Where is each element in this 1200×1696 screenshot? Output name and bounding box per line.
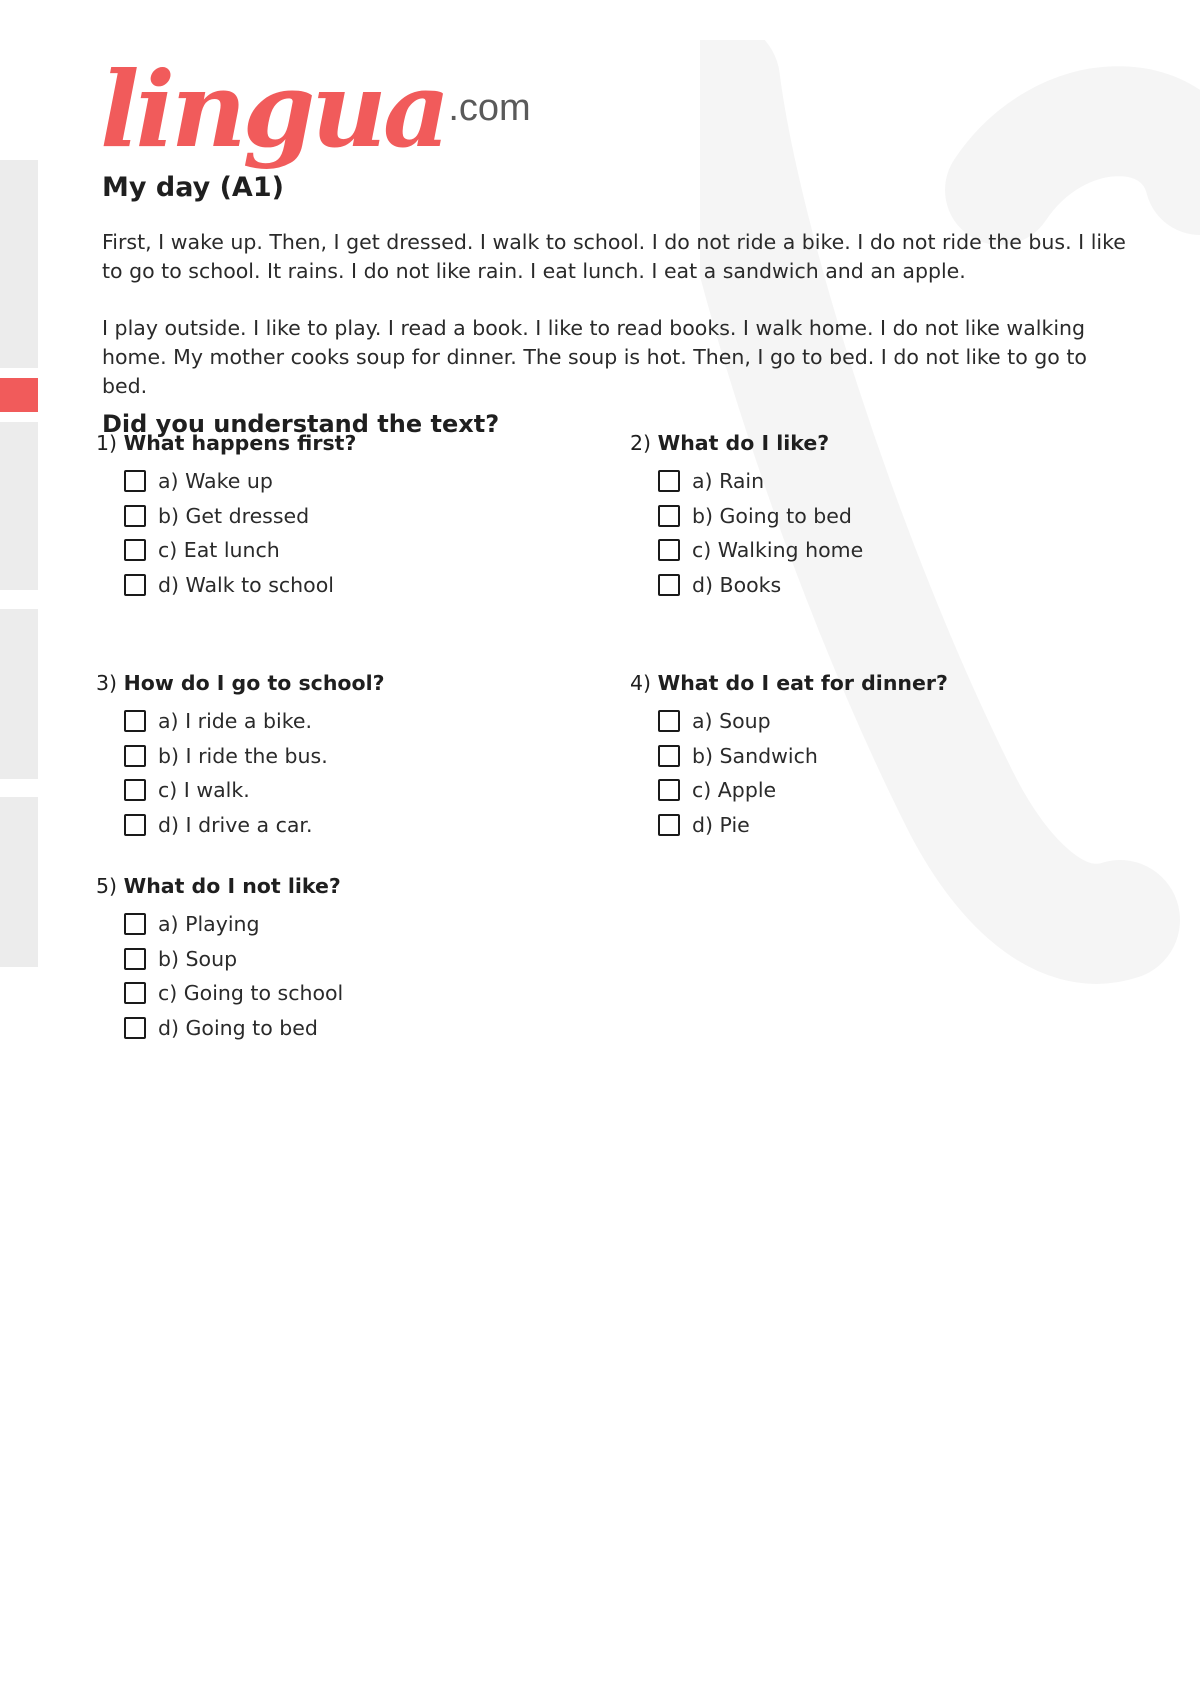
quiz-section-title: Did you understand the text?: [102, 410, 500, 438]
options-list: [630, 704, 1100, 842]
checkbox[interactable]: [658, 574, 680, 596]
option-label: b) Get dressed: [158, 503, 310, 528]
question-number: 5): [96, 874, 118, 898]
side-tab: [0, 609, 38, 779]
option-label: c) I walk.: [158, 778, 250, 803]
checkbox[interactable]: [124, 913, 146, 935]
checkbox[interactable]: [658, 505, 680, 527]
checkbox[interactable]: [124, 948, 146, 970]
option-label: c) Going to school: [158, 981, 344, 1006]
passage-paragraph-2: I play outside. I like to play. I read a book. I like to read books. I walk home. I do not like walking home. My mother cooks soup for dinner. The soup is hot. Then, I go to bed. I do not like to go to bed.: [102, 316, 1087, 398]
answer-option[interactable]: [124, 1011, 566, 1046]
question-title: [96, 668, 566, 698]
question-1: [96, 428, 566, 602]
logo-wordmark: lingua: [100, 48, 447, 171]
question-3: [96, 668, 566, 842]
option-label: d) Going to bed: [158, 1015, 318, 1040]
options-list: [630, 464, 1100, 602]
question-text: What do I eat for dinner?: [657, 671, 948, 695]
options-list: [96, 907, 566, 1045]
question-number: 2): [630, 431, 652, 455]
option-label: c) Walking home: [692, 538, 864, 563]
options-list: [96, 464, 566, 602]
answer-option[interactable]: [124, 808, 566, 843]
option-label: d) Books: [692, 572, 782, 597]
option-label: c) Eat lunch: [158, 538, 280, 563]
checkbox[interactable]: [124, 539, 146, 561]
side-tab: [0, 422, 38, 590]
checkbox[interactable]: [658, 710, 680, 732]
checkbox[interactable]: [124, 745, 146, 767]
answer-option[interactable]: [124, 704, 566, 739]
answer-option[interactable]: [124, 499, 566, 534]
answer-option[interactable]: [658, 739, 1100, 774]
option-label: d) Pie: [692, 812, 750, 837]
checkbox[interactable]: [124, 470, 146, 492]
answer-option[interactable]: [124, 773, 566, 808]
question-number: 4): [630, 671, 652, 695]
option-label: b) Sandwich: [692, 743, 818, 768]
side-tab: [0, 160, 38, 368]
checkbox[interactable]: [658, 539, 680, 561]
answer-option[interactable]: [124, 533, 566, 568]
option-label: a) Wake up: [158, 469, 273, 494]
checkbox[interactable]: [124, 505, 146, 527]
option-label: a) Soup: [692, 709, 771, 734]
checkbox[interactable]: [124, 982, 146, 1004]
checkbox[interactable]: [124, 1017, 146, 1039]
answer-option[interactable]: [658, 464, 1100, 499]
question-number: 3): [96, 671, 118, 695]
checkbox[interactable]: [658, 814, 680, 836]
answer-option[interactable]: [124, 464, 566, 499]
checkbox[interactable]: [658, 745, 680, 767]
options-list: [96, 704, 566, 842]
answer-option[interactable]: [658, 808, 1100, 843]
question-text: What do I like?: [657, 431, 830, 455]
lingua-logo: [100, 22, 531, 171]
option-label: d) I drive a car.: [158, 812, 313, 837]
checkbox[interactable]: [124, 814, 146, 836]
question-text: What do I not like?: [123, 874, 341, 898]
option-label: c) Apple: [692, 778, 777, 803]
answer-option[interactable]: [658, 533, 1100, 568]
option-label: b) I ride the bus.: [158, 743, 328, 768]
checkbox[interactable]: [124, 779, 146, 801]
option-label: a) Playing: [158, 912, 260, 937]
checkbox[interactable]: [658, 779, 680, 801]
question-title: [630, 428, 1100, 458]
side-tab: [0, 797, 38, 967]
option-label: a) Rain: [692, 469, 765, 494]
answer-option[interactable]: [124, 907, 566, 942]
logo-tld: .com: [448, 87, 531, 129]
option-label: d) Walk to school: [158, 572, 334, 597]
option-label: b) Going to bed: [692, 503, 852, 528]
checkbox[interactable]: [658, 470, 680, 492]
question-title: [96, 871, 566, 901]
question-text: What happens first?: [123, 431, 357, 455]
question-2: [630, 428, 1100, 602]
answer-option[interactable]: [124, 976, 566, 1011]
question-title: [96, 428, 566, 458]
answer-option[interactable]: [658, 568, 1100, 603]
option-label: a) I ride a bike.: [158, 709, 312, 734]
question-4: [630, 668, 1100, 842]
question-title: [630, 668, 1100, 698]
question-text: How do I go to school?: [123, 671, 385, 695]
answer-option[interactable]: [658, 499, 1100, 534]
answer-option[interactable]: [124, 739, 566, 774]
page-title: My day (A1): [102, 172, 284, 203]
option-label: b) Soup: [158, 946, 238, 971]
passage-paragraph-1: First, I wake up. Then, I get dressed. I walk to school. I do not ride a bike. I do not ride the bus. I like to go to school. It rains. I do not like rain. I eat lunch. I eat a sandwich and an apple.: [102, 230, 1126, 283]
answer-option[interactable]: [658, 704, 1100, 739]
answer-option[interactable]: [124, 568, 566, 603]
side-tab-active: [0, 378, 38, 412]
answer-option[interactable]: [658, 773, 1100, 808]
question-5: [96, 871, 566, 1045]
question-number: 1): [96, 431, 118, 455]
checkbox[interactable]: [124, 710, 146, 732]
answer-option[interactable]: [124, 942, 566, 977]
checkbox[interactable]: [124, 574, 146, 596]
